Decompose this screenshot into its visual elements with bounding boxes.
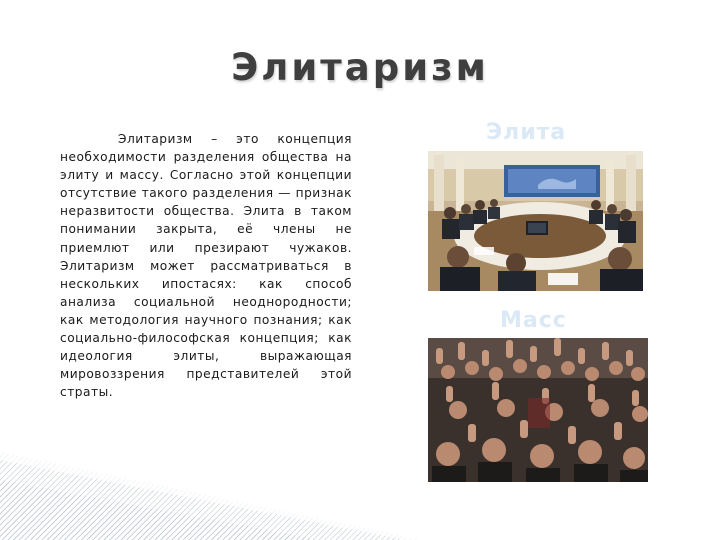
hatched-decoration <box>0 440 420 540</box>
elite-label: Элита <box>486 120 567 145</box>
slide-title: Элитаризм <box>231 46 489 89</box>
body-text: Элитаризм – это концепция необходимости разделения общества на элиту и массу. Согласно этой концепции отсутствие такого разделения — признак неразвитости общества. Элита в таком понимании закрыта, её члены не приемлют или презирают чужаков. Элитаризм может рассматриваться в нескольких ипостасях: как способ анализа социальной неоднородности; как методология научного познания; как социально-философская концепция; как идеология элиты, выражающая мировоззрения представителей этой страты. <box>60 132 352 400</box>
mass-label: Масс <box>500 308 567 333</box>
crowd-photo <box>428 338 648 482</box>
elite-meeting-photo <box>428 151 643 291</box>
